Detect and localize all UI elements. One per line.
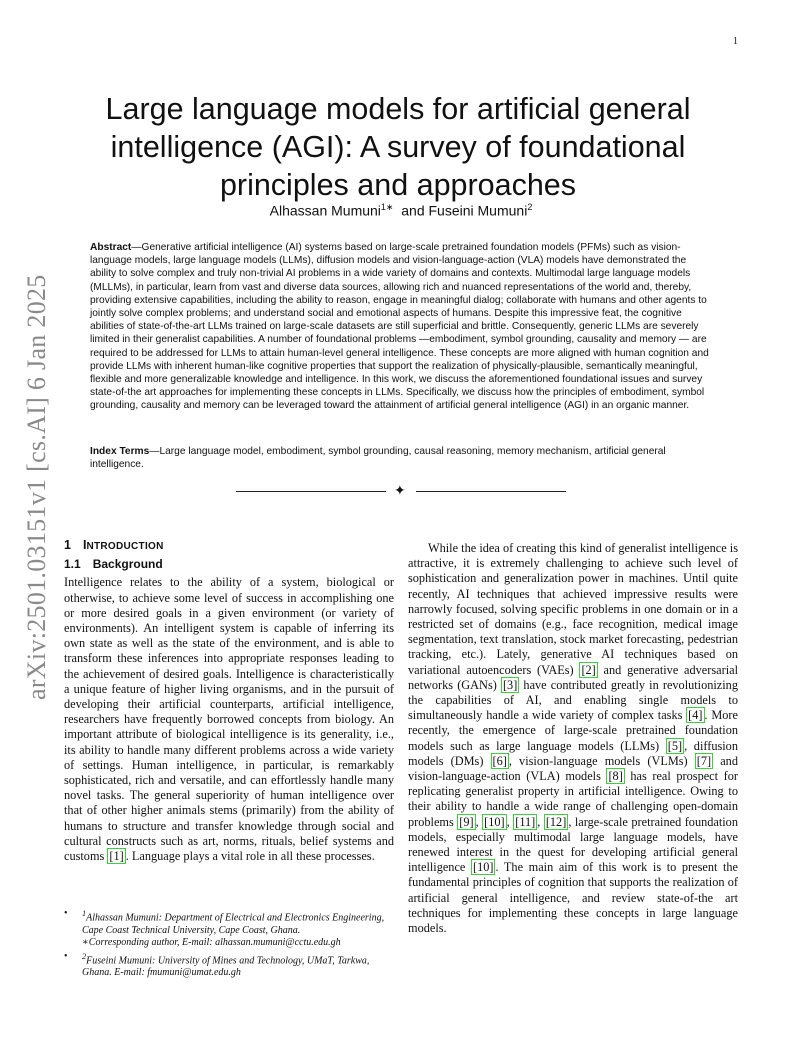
section-title-rest: NTRODUCTION — [86, 541, 164, 552]
footnote-1 — [64, 908, 394, 950]
citation-link[interactable]: [8] — [608, 769, 623, 784]
footnote-bullet: • — [64, 950, 68, 962]
text-run: . The main aim of this work is to present the fundamental principles of cognition that supports the realization of artificial general intelligence, and review state-of-the art techniques for implementing these concepts in large language models. — [408, 860, 739, 936]
abstract-text: —Generative artificial intelligence (AI) systems based on large-scale pretrained foundation models (PFMs) such as vision-language models, large language models (LLMs), diffusion models and vision-language-action (VLA) models have demonstrated the ability to solve complex and truly non-trivial AI problems in a wide variety of domains and contexts. Multimodal large language models (MLLMs), in particular, learn from vast and diverse data sources, allowing rich and nuanced representations of the world and, thereby, providing extensive capabilities, including the ability to reason, engage in meaningful dialog; collaborate with humans and other agents to jointly solve complex problems; and understand social and emotional aspects of humans. Despite this impressive feat, the cognitive abilities of state-of-the-art LLMs trained on large-scale datasets are still superficial and brittle. Consequently, generic LLMs are severely limited in their generalist capabilities. A number of foundational problems —embodiment, symbol grounding, causality and memory — are required to be addressed for LLMs to attain human-level general intelligence. These concepts are more aligned with human cognition and provide LLMs with inherent human-like cognitive properties that support the realization of physically-plausible, semantically meaningful, flexible and more generalizable knowledge and intelligence. In this work, we discuss the aforementioned foundational issues and survey state-of-the art approaches for implementing these concepts in LLMs. Specifically, we discuss how the principles of embodiment, symbol grounding, causality and memory can be leveraged toward the attainment of artificial general intelligence (AGI) in an organic manner. — [90, 242, 709, 412]
subsection-number: 1.1 — [64, 557, 81, 572]
citation-link[interactable]: [10] — [472, 860, 494, 875]
motivation-paragraph — [408, 541, 738, 936]
author-1-affiliation: 1∗ — [380, 202, 394, 212]
author-and: and — [401, 202, 425, 219]
text-run: , large-scale pretrained foundation models, especially multimodal large language models, have renewed interest in the quest for developing artificial general intelligence — [408, 814, 738, 875]
text-run: Intelligence relates to the ability of a system, biological or otherwise, to achieve some level of success in accomplishing one or more desired goals in a given environment (or variety of environments). An intelligent system is capable of inferring its own state as well as the state of the environment, and is able to transform these inferences into appropriate responses leading to the achievement of desired goals. Intelligence is characteristically a unique feature of higher living organisms, and in the pursuit of developing their artificial counterparts, artificial intelligence, researchers have frequently borrowed concepts from biology. An important attribute of biological intelligence is its generality, i.e., its ability to handle many different problems across a wide variety of settings. Human intelligence, in particular, is remarkably sophisticated, rich and versatile, and can effortlessly handle many novel tasks. The general superiority of human intelligence over that of other higher animals stems (primarily) from the ability of humans to structure and transfer knowledge through social and cultural constructs such as art, norms, rituals, belief systems and customs — [64, 575, 394, 864]
index-terms — [90, 445, 712, 471]
divider-line-right — [416, 491, 566, 492]
citation-link[interactable]: [6] — [492, 753, 507, 768]
section-number: 1 — [64, 538, 71, 552]
divider-line-left — [236, 491, 386, 492]
footnotes — [64, 908, 394, 980]
section-divider — [236, 485, 566, 499]
paper-title: Large language models for artificial general intelligence (AGI): A survey of foundational principles and approaches — [105, 92, 691, 203]
divider-diamond-icon: ✦ — [394, 483, 406, 499]
right-column — [408, 541, 738, 936]
index-terms-label: Index Terms — [90, 446, 150, 457]
author-1: Alhassan Mumuni — [269, 202, 381, 219]
footnote-bullet: • — [64, 908, 68, 919]
footnote-1-marker: 1 — [82, 909, 87, 918]
arxiv-stamp-text: arXiv:2501.03151v1 [cs.AI] 6 Jan 2025 — [22, 274, 51, 700]
text-run: . More recently, the emergence of large-scale pretrained foundation models such as large language models (LLMs) — [408, 708, 738, 753]
abstract — [90, 241, 712, 413]
citation-link[interactable]: [12] — [545, 814, 567, 829]
text-run: While the idea of creating this kind of generalist intelligence is attractive, it is extremely challenging to achieve such level of sophistication and generalization power in machines. Until quite recently, AI techniques that achieved impressive results were narrowly focused, solving specific problems in one domain or in a restricted set of domains (e.g., face recognition, medical image segmentation, text translation, stock market forecasting, pedestrian tracking, etc.). Lately, generative AI techniques based on variational autoencoders (VAEs) — [408, 541, 738, 677]
footnote-2 — [64, 951, 394, 980]
citation-link[interactable]: [4] — [688, 708, 703, 723]
author-line — [0, 202, 802, 219]
text-run: and generative adversarial networks (GANs) — [408, 662, 738, 692]
footnote-1-text: Alhassan Mumuni: Department of Electrical and Electronics Engineering, Cape Coast Technical University, Cape Coast, Ghana. — [82, 912, 385, 936]
citation-link[interactable]: [9] — [459, 814, 474, 829]
page-number: 1 — [733, 36, 738, 47]
text-run: , — [506, 814, 514, 829]
text-run: , — [475, 814, 483, 829]
citation-link[interactable]: [7] — [696, 753, 712, 768]
background-paragraph — [64, 575, 394, 864]
subsection-title: Background — [92, 557, 163, 572]
footnote-1-corresponding: ∗Corresponding author, E-mail: alhassan.mumuni@cctu.edu.gh — [82, 937, 341, 949]
footnote-2-marker: 2 — [82, 951, 87, 961]
text-run: and vision-language-action (VLA) models — [408, 753, 738, 784]
text-run: have contributed greatly in revolutionizing the capabilities of AI, and enabling single models to simultaneously handle a wide variety of complex tasks — [408, 677, 738, 723]
text-run: , vision-language models (VLMs) — [508, 753, 695, 768]
text-run: has real prospect for replicating generalist property in artificial intelligence. Owing to their ability to handle a wide range of challenging open-domain problems — [408, 769, 738, 829]
citation-link[interactable]: [10] — [484, 814, 505, 829]
arxiv-stamp — [22, 274, 51, 700]
left-column — [64, 538, 394, 864]
text-run: , — [537, 814, 544, 829]
citation-link[interactable]: [5] — [667, 738, 683, 753]
author-2: Fuseini Mumuni — [428, 202, 528, 219]
abstract-label: Abstract — [90, 242, 132, 253]
footnote-2-text: Fuseini Mumuni: University of Mines and Technology, UMaT, Tarkwa, Ghana. E-mail: fmumuni@umat.edu.gh — [82, 954, 370, 979]
citation-link[interactable]: [2] — [581, 662, 596, 677]
citation-link[interactable]: [11] — [515, 814, 536, 829]
citation-link[interactable]: [3] — [502, 677, 518, 692]
text-run: . Language plays a vital role in all these processes. — [125, 849, 375, 864]
citation-link[interactable]: [1] — [109, 849, 124, 864]
author-2-affiliation: 2 — [527, 202, 533, 212]
section-title-initial: I — [82, 538, 87, 552]
subsection-heading — [64, 557, 394, 572]
section-heading — [64, 538, 394, 554]
text-run: , diffusion models (DMs) — [408, 738, 738, 768]
index-terms-text: —Large language model, embodiment, symbol grounding, causal reasoning, memory mechanism, artificial general intelligence. — [90, 446, 666, 471]
